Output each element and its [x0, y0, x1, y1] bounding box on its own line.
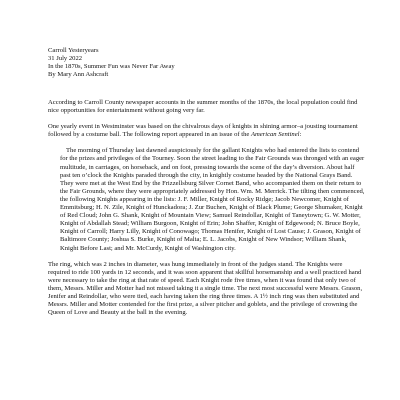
publication-date: 31 July 2022: [48, 55, 83, 63]
article-title: In the 1870s, Summer Fun was Never Far Away: [48, 63, 175, 71]
tournament-quote: The morning of Thursday last dawned auspiciously for the gallant Knights who had entered the lists to contend for the prizes and privileges of the Tourney. Soon the street leading to the Fair Grounds was thronged with an eager multitude, in carriages, on horseback, and on foot, pressing towards the scene of the day’s diversion. About half past ten o’clock the Knights paraded through the city, in knightly costume headed by the National Grays Band. They were met at the West End by the Frizzellsburg Silver Cornet Band, who accompanied them on their return to the Fair Grounds, where they were appropriately addressed by Hon. Wm. M. Merrick. The tilting then commenced, the following Knights appearing in the lists: J. F. Miller, Knight of Rocky Ridge; Jacob Newcomer, Knight of Emmitsburg; H. N. Zile, Knight of Hunckadora; J. Zur Buchen, Knight of Black Plume; George Shumaker, Knight of Red Cloud; John G. Shank, Knight of Mountain View; Samuel Reindollar, Knight of Taneytown; G. W. Motter, Knight of Abdallah Stead; William Burgoon, Knight of Erin; John Shaffer, Knight of Edgewood; N. Bruce Boyle, Knight of Carroll; Harry Lilly, Knight of Conowago; Thomas Henifer, Knight of Lost Cause; J. Grason, Knight of Baltimore County; Joshua S. Burke, Knight of Malta; E. L. Jacobs, Knight of New Windsor; William Shank, Knight Before Last; and Mr. McCurdy, Knight of Washington city.: [60, 147, 365, 252]
newspaper-name: American Sentinel: [250, 131, 300, 139]
tournament-paragraph: [48, 123, 366, 139]
article-header: [48, 47, 368, 79]
byline: By Mary Ann Ashcraft: [48, 71, 109, 79]
tournament-paragraph-text: One yearly event in Westminster was based on the chivalrous days of knights in shining armor–a jousting tournament followed by a costume ball. The following report appeared in an issue of the: [48, 123, 358, 139]
tournament-paragraph-end: :: [299, 131, 302, 139]
ring-paragraph: The ring, which was 2 inches in diameter, was hung immediately in front of the judges stand. The Knights were required to ride 100 yards in 12 seconds, and it was soon apparent that skillful horsemanship and a well practiced hand were necessary to take the ring at that rate of speed. Each Knight rode five times, when it was found that only two of them, Messrs. Miller and Motter had not missed taking it a single time. The next most successful were Messrs. Grason, Jenifer and Reindollar, who were tied, each having taken the ring three times. A 1½ inch ring was then substituted and Messrs. Miller and Motter contended for the first prize, a silver pitcher and goblets, and the privilege of crowning the Queen of Love and Beauty at the ball in the evening.: [48, 260, 363, 317]
intro-paragraph: According to Carroll County newspaper accounts in the summer months of the 1870s, the local population could find nice opportunities for entertainment without going very far.: [48, 99, 358, 115]
column-name: Carroll Yesteryears: [48, 47, 99, 54]
article-body: [48, 99, 366, 325]
